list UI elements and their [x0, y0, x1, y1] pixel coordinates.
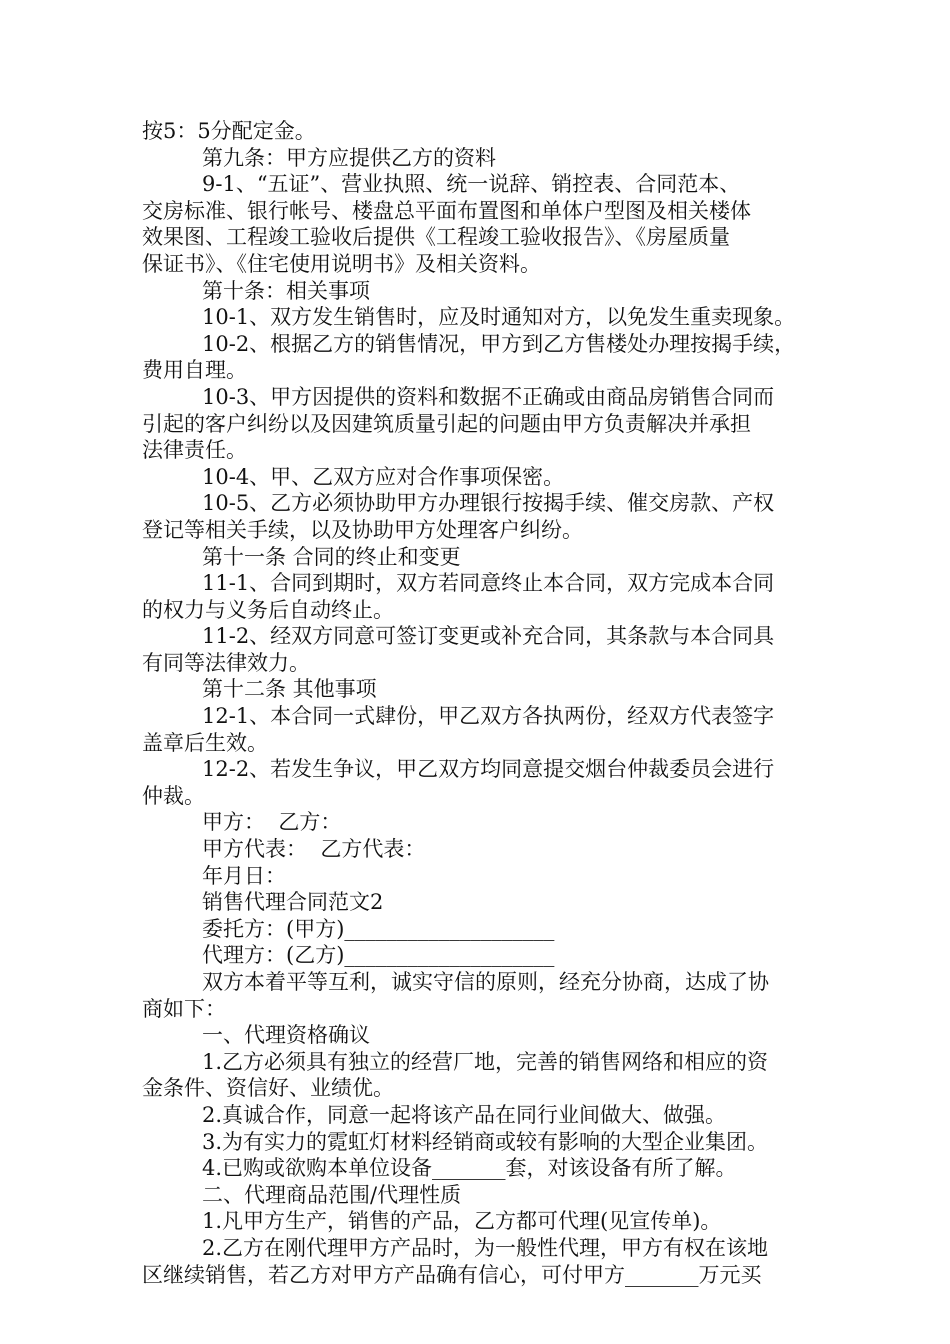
paragraph-line: 登记等相关手续，以及协助甲方处理客户纠纷。 [142, 517, 583, 542]
paragraph-line-indented: 甲方： 乙方： [202, 810, 342, 835]
paragraph-line-indented: 10-2、根据乙方的销售情况，甲方到乙方售楼处办理按揭手续， [202, 331, 796, 356]
paragraph-line-indented: 甲方代表： 乙方代表： [202, 837, 426, 862]
paragraph-line-indented: 11-2、经双方同意可签订变更或补充合同，其条款与本合同具 [202, 624, 775, 649]
paragraph-line-indented: 12-2、若发生争议，甲乙双方均同意提交烟台仲裁委员会进行 [202, 757, 775, 782]
paragraph-line: 的权力与义务后自动终止。 [142, 597, 394, 622]
paragraph-line: 法律责任。 [142, 438, 247, 463]
paragraph-line-indented: 第十条：相关事项 [202, 278, 370, 303]
paragraph-line-indented: 10-3、甲方因提供的资料和数据不正确或由商品房销售合同而 [202, 384, 775, 409]
paragraph-line-indented: 9-1、“五证”、营业执照、统一说辞、销控表、合同范本、 [202, 172, 741, 197]
paragraph-line-indented: 双方本着平等互利，诚实守信的原则，经充分协商，达成了协 [202, 970, 769, 994]
paragraph-line: 按5：5分配定金。 [142, 119, 316, 143]
paragraph-line: 区继续销售，若乙方对甲方产品确有信心，可付甲方_______万元买 [142, 1262, 762, 1287]
paragraph-line-indented: 1.乙方必须具有独立的经营厂地，完善的销售网络和相应的资 [202, 1049, 769, 1074]
paragraph-line-indented: 2.真诚合作，同意一起将该产品在同行业间做大、做强。 [202, 1102, 727, 1127]
paragraph-line-indented: 代理方：(乙方)____________________ [202, 943, 555, 968]
paragraph-line-indented: 11-1、合同到期时，双方若同意终止本合同，双方完成本合同 [202, 571, 775, 596]
paragraph-line-indented: 二、代理商品范围/代理性质 [202, 1182, 462, 1207]
paragraph-line-indented: 4.已购或欲购本单位设备_______套，对该设备有所了解。 [202, 1156, 737, 1181]
paragraph-line: 效果图、工程竣工验收后提供《工程竣工验收报告》、《房屋质量 [142, 225, 730, 250]
paragraph-line-indented: 年月日： [202, 863, 286, 888]
paragraph-line-indented: 第九条：甲方应提供乙方的资料 [202, 145, 496, 170]
paragraph-line: 保证书》、《住宅使用说明书》及相关资料。 [142, 251, 541, 276]
paragraph-line-indented: 一、代理资格确议 [202, 1023, 370, 1048]
paragraph-line: 商如下： [142, 996, 226, 1021]
paragraph-line-indented: 10-4、甲、乙双方应对合作事项保密。 [202, 464, 565, 489]
paragraph-line-indented: 2.乙方在刚代理甲方产品时，为一般性代理，甲方有权在该地 [202, 1235, 769, 1260]
paragraph-line: 引起的客户纠纷以及因建筑质量引起的问题由甲方负责解决并承担 [142, 411, 751, 436]
paragraph-line-indented: 销售代理合同范文2 [202, 890, 384, 915]
paragraph-line-indented: 第十一条 合同的终止和变更 [202, 544, 461, 569]
paragraph-line: 交房标准、银行帐号、楼盘总平面布置图和单体户型图及相关楼体 [142, 198, 751, 223]
paragraph-line: 仲裁。 [142, 783, 205, 808]
paragraph-line-indented: 第十二条 其他事项 [202, 677, 377, 702]
paragraph-line-indented: 10-1、双方发生销售时，应及时通知对方，以免发生重卖现象。 [202, 305, 796, 330]
paragraph-line: 费用自理。 [142, 358, 247, 383]
paragraph-line-indented: 委托方：(甲方)____________________ [202, 916, 555, 941]
paragraph-line-indented: 3.为有实力的霓虹灯材料经销商或较有影响的大型企业集团。 [202, 1129, 769, 1154]
paragraph-line: 金条件、资信好、业绩优。 [142, 1076, 394, 1101]
paragraph-line: 盖章后生效。 [142, 730, 268, 755]
paragraph-line-indented: 10-5、乙方必须协助甲方办理银行按揭手续、催交房款、产权 [202, 491, 775, 516]
document-body [142, 118, 822, 1288]
paragraph-line: 有同等法律效力。 [142, 650, 310, 675]
paragraph-line-indented: 1.凡甲方生产，销售的产品，乙方都可代理(见宣传单)。 [202, 1209, 722, 1234]
paragraph-line-indented: 12-1、本合同一式肆份，甲乙双方各执两份，经双方代表签字 [202, 704, 775, 729]
